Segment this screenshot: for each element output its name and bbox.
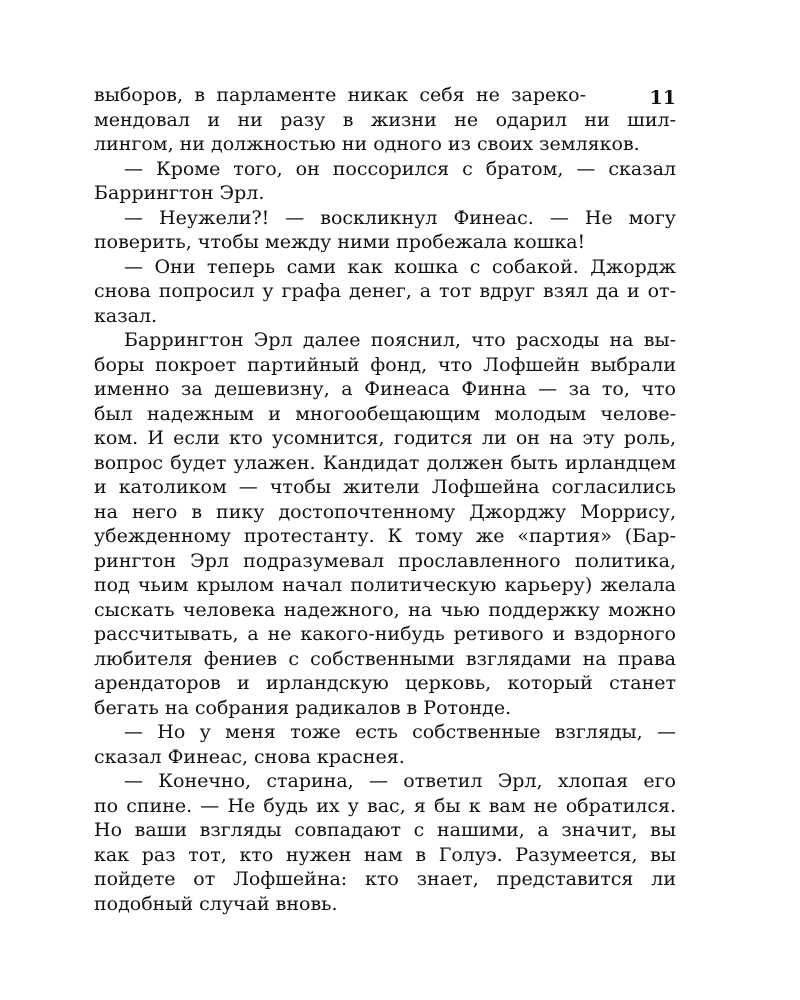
text-line: был надежным и многообещающим молодым челове- <box>94 402 676 425</box>
text-line: казал. <box>94 304 158 327</box>
text-line: на него в пику достопочтенному Джорджу Моррису, <box>94 500 676 523</box>
text-line: Баррингтон Эрл далее пояснил, что расходы на вы- <box>124 329 676 351</box>
text-line: сыскать человека надежного, на чью поддержку можно <box>94 598 676 621</box>
text-line: убежденному протестанту. К тому же «партия» (Бар- <box>94 525 676 547</box>
text-line: именно за дешевизну, а Финеаса Финна — за то, что <box>94 378 676 400</box>
text-body <box>94 83 676 916</box>
text-line: ком. И если кто усомнится, годится ли он на эту роль, <box>94 427 676 449</box>
text-line: снова попросил у графа денег, а тот вдруг взял да и от- <box>94 280 676 302</box>
text-line: подобный случай вновь. <box>94 892 338 915</box>
page-number: 11 <box>649 87 676 109</box>
text-line: Баррингтон Эрл. <box>94 182 265 204</box>
text-line: рассчитывать, а не какого-нибудь ретивого и вздорного <box>94 623 676 645</box>
text-line: — Но у меня тоже есть собственные взгляды, — <box>124 721 676 743</box>
text-line: под чьим крылом начал политическую карьеру) желала <box>94 574 676 596</box>
text-line: любителя фениев с собственными взглядами на права <box>94 647 676 670</box>
text-line: — Кроме того, он поссорился с братом, — сказал <box>124 157 676 180</box>
text-line: рингтон Эрл подразумевал прославленного политика, <box>94 549 676 572</box>
text-line: — Неужели?! — воскликнул Финеас. — Не могу <box>124 206 676 229</box>
text-line: мендовал и ни разу в жизни не одарил ни шил- <box>94 108 676 131</box>
text-line: и католиком — чтобы жители Лофшейна согласились <box>94 476 676 498</box>
text-line: сказал Финеас, снова краснея. <box>94 745 405 768</box>
text-line: по спине. — Не будь их у вас, я бы к вам не обратился. <box>94 794 676 817</box>
text-line: — Они теперь сами как кошка с собакой. Джордж <box>124 255 676 278</box>
text-line: боры покроет партийный фонд, что Лофшейн выбрали <box>94 353 676 376</box>
book-page <box>94 83 676 916</box>
text-line: поверить, чтобы между ними пробежала кошка! <box>94 231 586 253</box>
text-line: лингом, ни должностью ни одного из своих земляков. <box>94 133 640 155</box>
text-line: выборов, в парламенте никак себя не зареко- <box>94 84 586 106</box>
text-line: как раз тот, кто нужен нам в Голуэ. Разумеется, вы <box>94 843 676 866</box>
text-line: бегать на собрания радикалов в Ротонде. <box>94 696 512 719</box>
text-line: — Конечно, старина, — ответил Эрл, хлопая его <box>124 770 676 792</box>
text-line: вопрос будет улажен. Кандидат должен быть ирландцем <box>94 451 676 474</box>
text-line: арендаторов и ирландскую церковь, который станет <box>94 672 676 694</box>
text-line: Но ваши взгляды совпадают с нашими, а значит, вы <box>94 819 676 841</box>
text-line: пойдете от Лофшейна: кто знает, представится ли <box>94 868 676 890</box>
